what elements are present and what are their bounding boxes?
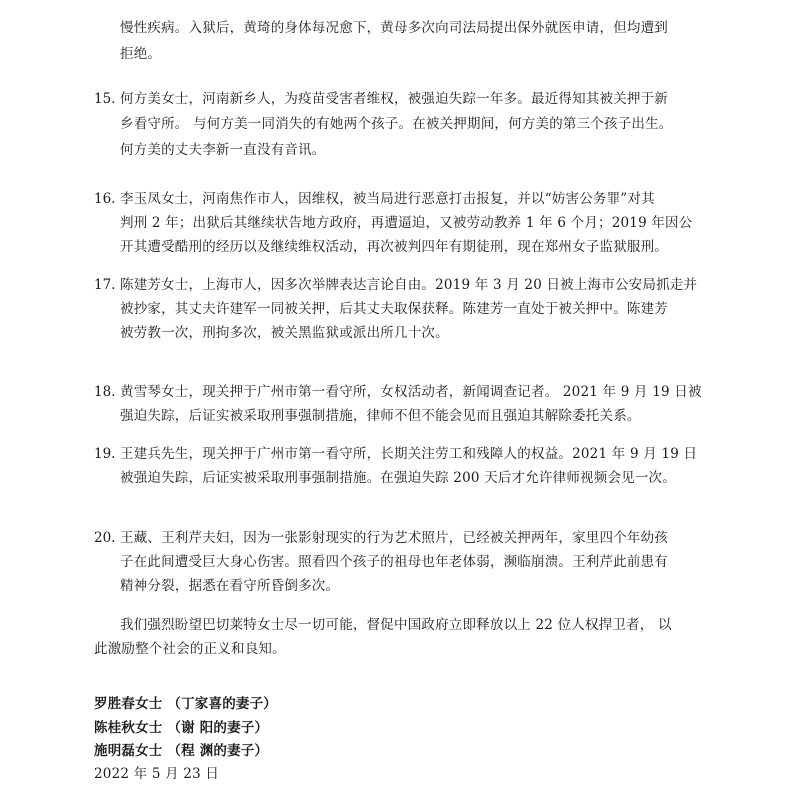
signature-line: 施明磊女士 （程 渊的妻子） — [94, 743, 269, 759]
closing-line: 我们强烈盼望巴切莱特女士尽一切可能，督促中国政府立即释放以上 22 位人权捍卫者， 以 — [120, 617, 672, 633]
intro-line: 慢性疾病。入狱后，黄琦的身体每况愈下，黄母多次向司法局提出保外就医申请，但均遭到 — [120, 20, 668, 36]
item-line: 被强迫失踪，后证实被采取刑事强制措施。在强迫失踪 200 天后才允许律师视频会见一次。 — [120, 470, 676, 486]
item-line: 子在此间遭受巨大身心伤害。照看四个孩子的祖母也年老体弱，濒临崩溃。王利芹此前患有 — [120, 554, 668, 570]
date: 2022 年 5 月 23 日 — [94, 766, 220, 782]
item-line: 被劳教一次，刑拘多次，被关黑监狱或派出所几十次。 — [120, 325, 449, 341]
item-line: 强迫失踪，后证实被采取刑事强制措施，律师不但不能会见而且强迫其解除委托关系。 — [120, 408, 641, 424]
item-line: 黄雪琴女士，现关押于广州市第一看守所，女权活动者，新闻调查记者。 2021 年 9 月 19 日被 — [120, 384, 702, 400]
item-line: 王藏、王利芹夫妇，因为一张影射现实的行为艺术照片，已经被关押两年，家里四个年幼孩 — [120, 530, 668, 546]
item-line: 王建兵先生，现关押于广州市第一看守所，长期关注劳工和残障人的权益。2021 年 9 月 19 日 — [120, 446, 698, 462]
item-number: 15. — [94, 91, 116, 107]
signature-line: 陈桂秋女士 （谢 阳的妻子） — [94, 720, 269, 736]
item-line: 开其遭受酷刑的经历以及继续维权活动，再次被判四年有期徒刑，现在郑州女子监狱服刑。 — [120, 239, 668, 255]
item-number: 16. — [94, 191, 116, 207]
signature-line: 罗胜春女士 （丁家喜的妻子） — [94, 696, 277, 712]
item-line: 乡看守所。 与何方美一同消失的有她两个孩子。在被关押期间，何方美的第三个孩子出生。 — [120, 116, 673, 132]
item-line: 精神分裂，据悉在看守所昏倒多次。 — [120, 578, 340, 594]
item-number: 19. — [94, 446, 116, 462]
item-line: 何方美女士，河南新乡人，为疫苗受害者维权，被强迫失踪一年多。最近得知其被关押于新 — [120, 91, 668, 107]
item-number: 17. — [94, 277, 116, 293]
item-number: 18. — [94, 384, 116, 400]
item-line: 判刑 2 年；出狱后其继续状告地方政府，再遭逼迫，又被劳动教养 1 年 6 个月；2019 年因公 — [120, 215, 693, 231]
item-line: 被抄家，其丈夫许建军一同被关押，后其丈夫取保获释。陈建芳一直处于被关押中。陈建芳 — [120, 301, 668, 317]
closing-line: 此激励整个社会的正义和良知。 — [94, 641, 286, 657]
item-line: 陈建芳女士，上海市人，因多次举牌表达言论自由。2019 年 3 月 20 日被上海市公安局抓走并 — [120, 277, 698, 293]
item-line: 何方美的丈夫李新一直没有音讯。 — [120, 142, 326, 158]
item-line: 李玉凤女士，河南焦作市人，因维权，被当局进行恶意打击报复，并以“妨害公务罪”对其 — [120, 191, 655, 207]
intro-line: 拒绝。 — [120, 46, 162, 62]
item-number: 20. — [94, 530, 116, 546]
